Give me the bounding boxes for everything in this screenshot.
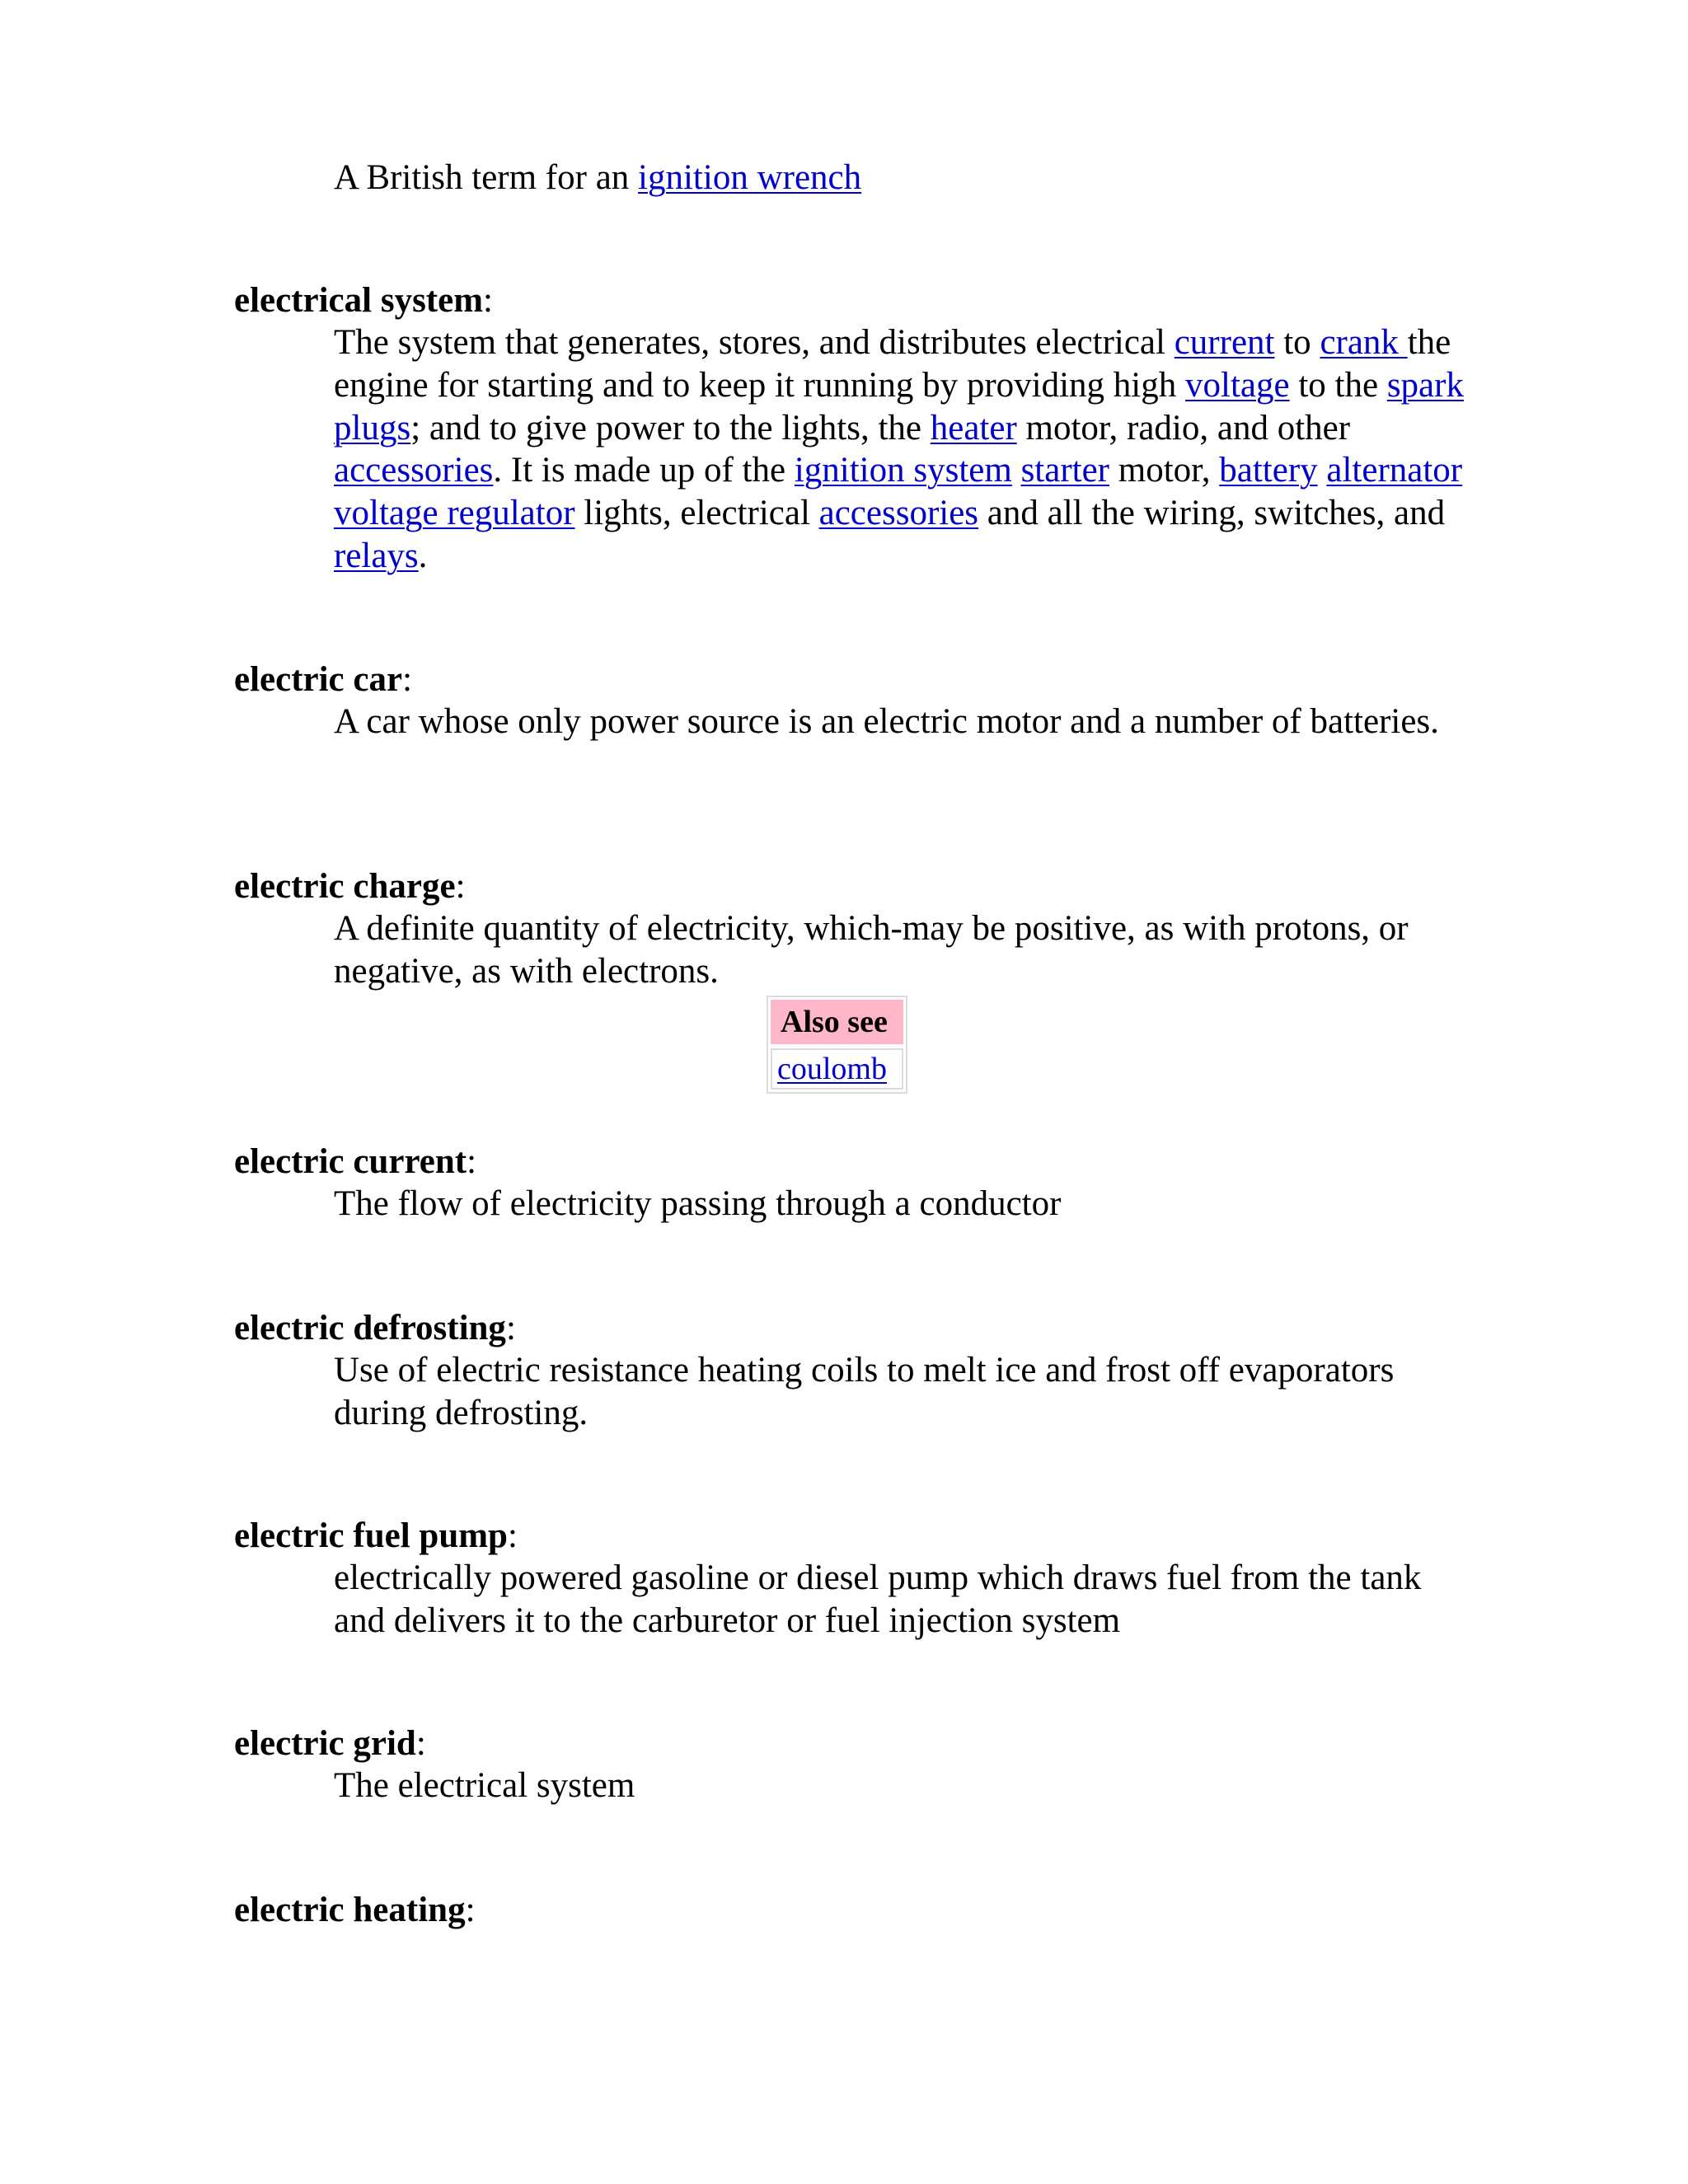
link-spark-plugs[interactable]: spark plugs bbox=[334, 365, 1464, 448]
term-electric-charge: electric charge: bbox=[234, 867, 466, 906]
term-label: electric charge bbox=[234, 867, 456, 906]
term-label: electric grid bbox=[234, 1724, 416, 1763]
definition-electric-fuel-pump bbox=[334, 1557, 1471, 1643]
intro-text: A British term for an bbox=[334, 158, 639, 197]
link-ignition-system[interactable]: ignition system bbox=[794, 451, 1012, 490]
link-starter[interactable]: starter bbox=[1020, 451, 1109, 490]
definition-text: motor, bbox=[1109, 451, 1220, 490]
link-accessories[interactable]: accessories bbox=[334, 451, 494, 490]
definition-text: to the bbox=[1289, 365, 1387, 405]
also-see-cell bbox=[771, 1048, 903, 1090]
definition-text: ; and to give power to the lights, the bbox=[410, 408, 931, 448]
link-coulomb[interactable]: coulomb bbox=[777, 1052, 887, 1086]
link-alternator[interactable]: alternator bbox=[1326, 451, 1463, 490]
definition-text: The system that generates, stores, and distributes electrical bbox=[334, 323, 1175, 362]
definition-electric-charge bbox=[334, 907, 1471, 993]
link-battery[interactable]: battery bbox=[1219, 451, 1318, 490]
intro-definition bbox=[334, 157, 1471, 199]
definition-text: to bbox=[1274, 323, 1320, 362]
term-electric-fuel-pump: electric fuel pump: bbox=[234, 1516, 518, 1555]
term-label: electrical system bbox=[234, 281, 484, 320]
definition-text: A definite quantity of electricity, which-may be positive, as with protons, or negative, as with electrons. bbox=[334, 909, 1409, 991]
definition-electric-grid bbox=[334, 1765, 1471, 1807]
definition-text: lights, electrical bbox=[574, 494, 819, 533]
also-see-header: Also see bbox=[771, 1000, 903, 1044]
definition-text: motor, radio, and other bbox=[1016, 408, 1351, 448]
link-relays[interactable]: relays bbox=[334, 536, 419, 575]
definition-electric-car bbox=[334, 701, 1471, 743]
definition-text bbox=[1012, 451, 1021, 490]
term-label: electric heating bbox=[234, 1891, 466, 1929]
link-current[interactable]: current bbox=[1174, 323, 1275, 362]
link-crank[interactable]: crank bbox=[1320, 323, 1408, 362]
term-electric-car: electric car: bbox=[234, 660, 413, 699]
definition-electrical-system bbox=[334, 321, 1471, 578]
definition-text: electrically powered gasoline or diesel pump which draws fuel from the tank and delivers it to the carburetor or fuel injection system bbox=[334, 1558, 1422, 1640]
definition-text: the engine for starting and to keep it running by providing high bbox=[334, 323, 1451, 405]
term-label: electric defrosting bbox=[234, 1309, 506, 1347]
also-see-table bbox=[767, 996, 907, 1094]
definition-text: The flow of electricity passing through a conductor bbox=[334, 1184, 1062, 1223]
link-ignition-wrench[interactable]: ignition wrench bbox=[638, 158, 862, 197]
link-accessories[interactable]: accessories bbox=[818, 494, 979, 533]
term-electric-heating: electric heating: bbox=[234, 1891, 476, 1929]
link-voltage-regulator[interactable]: voltage regulator bbox=[334, 494, 575, 533]
definition-text: The electrical system bbox=[334, 1766, 635, 1805]
definition-text: Use of electric resistance heating coils to melt ice and frost off evaporators during defrosting. bbox=[334, 1351, 1395, 1432]
definition-text bbox=[1318, 451, 1327, 490]
definition-electric-defrosting bbox=[334, 1349, 1471, 1435]
definition-text: . bbox=[418, 536, 428, 575]
term-label: electric fuel pump bbox=[234, 1516, 508, 1555]
term-label: electric current bbox=[234, 1142, 467, 1181]
definition-text: and all the wiring, switches, and bbox=[978, 494, 1446, 533]
term-electric-current: electric current: bbox=[234, 1142, 477, 1181]
term-electrical-system: electrical system: bbox=[234, 281, 493, 320]
term-label: electric car bbox=[234, 660, 403, 699]
term-electric-grid: electric grid: bbox=[234, 1724, 426, 1763]
link-heater[interactable]: heater bbox=[930, 408, 1017, 448]
definition-text: . It is made up of the bbox=[493, 451, 795, 490]
definition-text: A car whose only power source is an electric motor and a number of batteries. bbox=[334, 702, 1439, 741]
term-electric-defrosting: electric defrosting: bbox=[234, 1309, 516, 1347]
definition-electric-current bbox=[334, 1183, 1471, 1226]
link-voltage[interactable]: voltage bbox=[1185, 365, 1290, 405]
